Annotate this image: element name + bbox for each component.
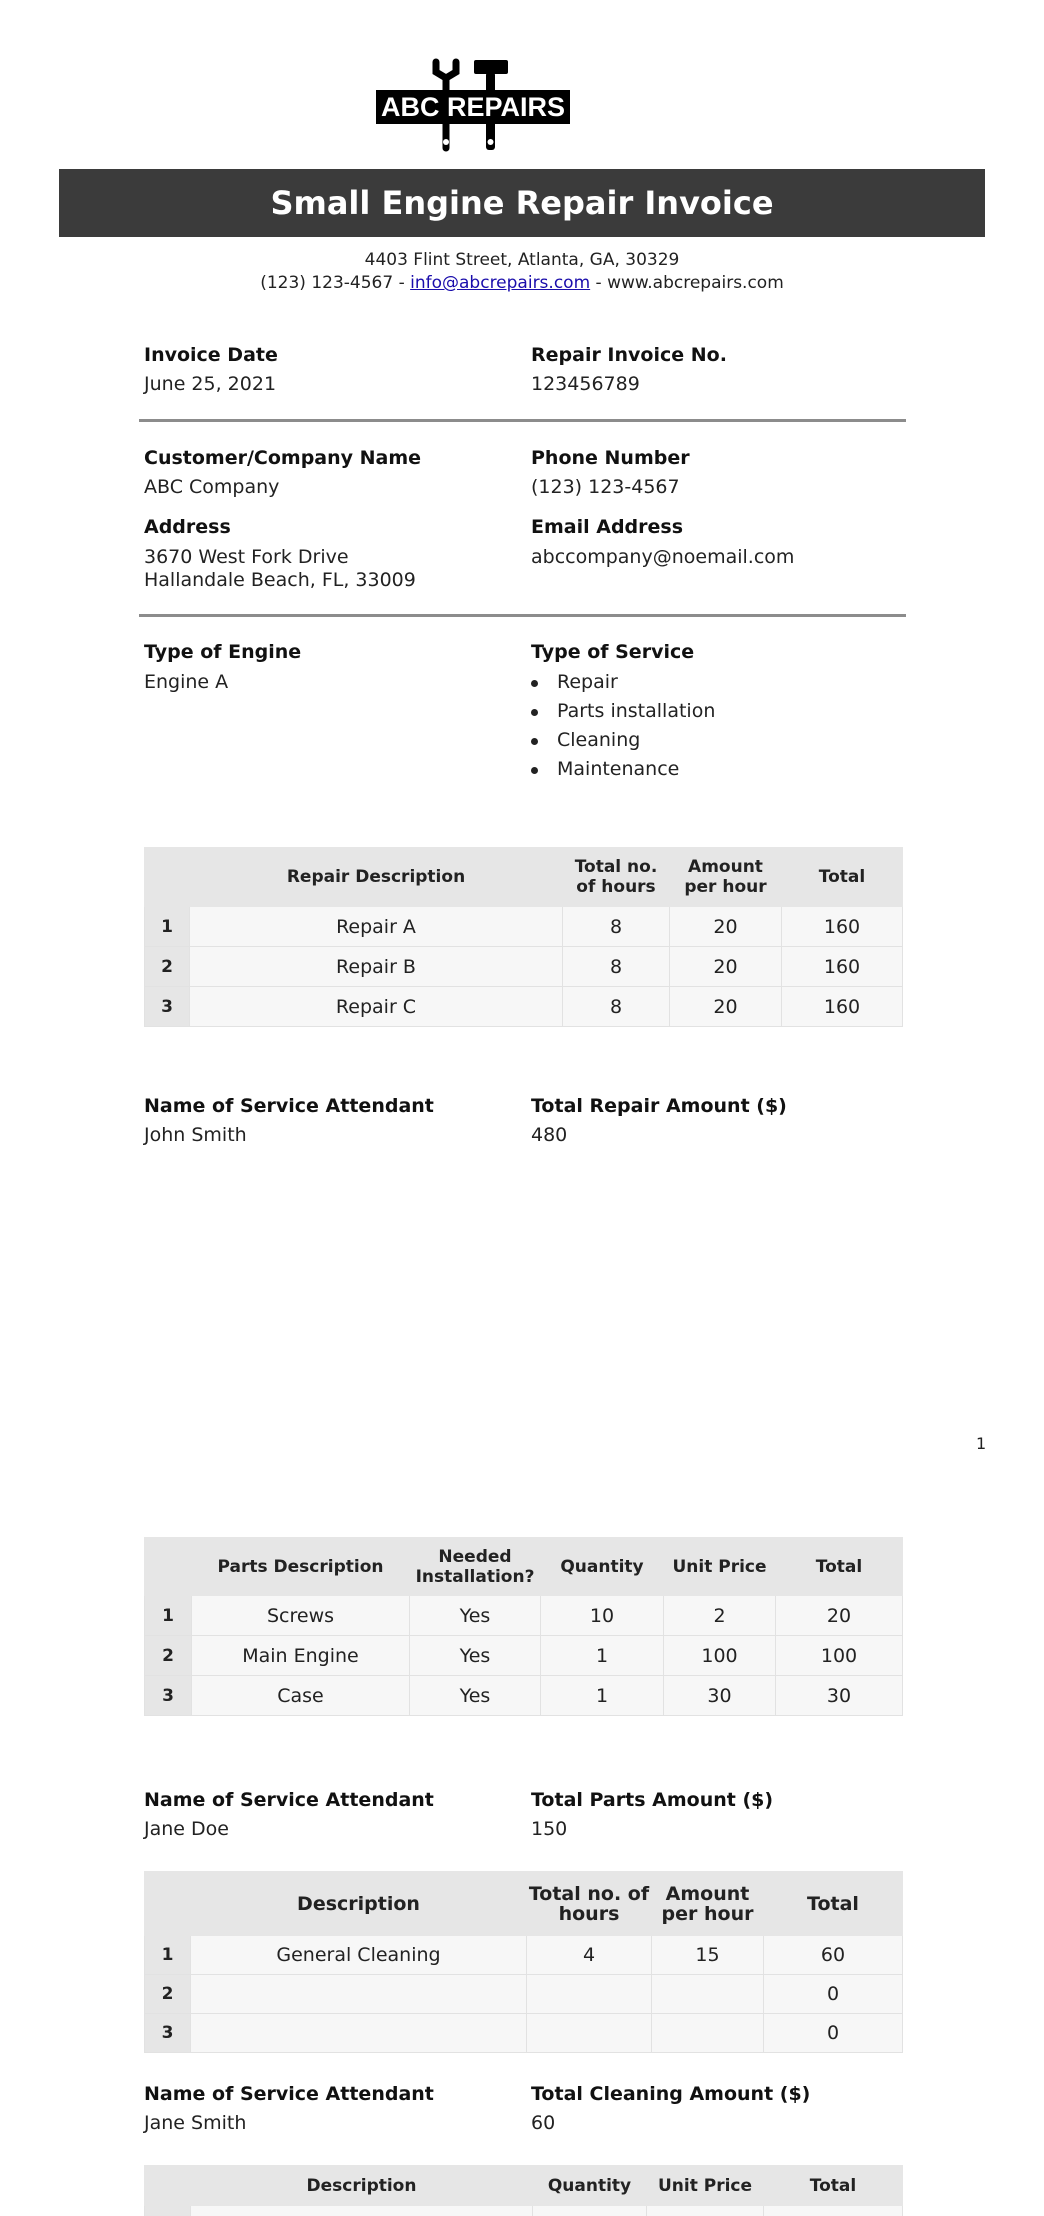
table-header <box>145 2166 191 2206</box>
repair-total-label: Total Repair Amount ($) <box>531 1095 787 1117</box>
service-type-label: Type of Service <box>531 641 695 663</box>
table-header: Parts Description <box>192 1538 410 1596</box>
parts-table <box>144 1537 903 1716</box>
customer-phone-label: Phone Number <box>531 447 690 469</box>
repair-attendant: John Smith <box>144 1124 247 1146</box>
list-item: Parts installation <box>529 697 715 726</box>
table-header: Amount per hour <box>652 1872 764 1936</box>
repair-total: 480 <box>531 1124 568 1146</box>
customer-email: abccompany@noemail.com <box>531 546 795 568</box>
service-type-list <box>529 668 715 784</box>
divider <box>139 419 906 422</box>
table-row: 2 Main Engine Yes 1 100 100 <box>145 1636 903 1676</box>
table-header: Repair Description <box>190 848 563 907</box>
table-row: 3 Repair C 8 20 160 <box>145 987 903 1027</box>
table-row: 1 General Cleaning 4 15 60 <box>145 1936 903 1975</box>
company-phone: (123) 123-4567 <box>260 273 394 293</box>
customer-address-line1: 3670 West Fork Drive <box>144 546 349 568</box>
table-header: Description <box>191 1872 527 1936</box>
table-header: Total <box>776 1538 903 1596</box>
table-row: 3 Case Yes 1 30 30 <box>145 1676 903 1716</box>
company-website: www.abcrepairs.com <box>607 273 784 293</box>
repair-table <box>144 847 903 1027</box>
invoice-number: 123456789 <box>531 373 640 395</box>
table-row: 1 Screws Yes 10 2 20 <box>145 1596 903 1636</box>
customer-name: ABC Company <box>144 476 280 498</box>
customer-email-label: Email Address <box>531 516 684 538</box>
table-row <box>145 2206 903 2216</box>
table-header: Quantity <box>541 1538 664 1596</box>
maintenance-table <box>144 2165 903 2216</box>
engine-type-label: Type of Engine <box>144 641 302 663</box>
invoice-title-banner <box>59 169 985 237</box>
logo-text: ABC REPAIRS <box>380 92 566 122</box>
table-header: Description <box>191 2166 533 2206</box>
divider <box>139 614 906 617</box>
table-header: Quantity <box>533 2166 647 2206</box>
parts-total: 150 <box>531 1818 568 1840</box>
table-header: Total <box>782 848 903 907</box>
table-header: Total <box>764 1872 903 1936</box>
parts-attendant-label: Name of Service Attendant <box>144 1789 434 1811</box>
table-row: 1 Repair A 8 20 160 <box>145 907 903 947</box>
company-logo <box>376 56 570 156</box>
company-email-link[interactable]: info@abcrepairs.com <box>410 273 591 293</box>
table-header <box>145 1538 192 1596</box>
table-header: Needed Installation? <box>410 1538 541 1596</box>
customer-address-line2: Hallandale Beach, FL, 33009 <box>144 569 416 591</box>
table-header: Total no. of hours <box>527 1872 652 1936</box>
company-address: 4403 Flint Street, Atlanta, GA, 30329 <box>364 250 680 270</box>
table-header: Unit Price <box>647 2166 764 2206</box>
parts-attendant: Jane Doe <box>144 1818 229 1840</box>
customer-phone: (123) 123-4567 <box>531 476 680 498</box>
list-item: Repair <box>529 668 715 697</box>
customer-name-label: Customer/Company Name <box>144 447 422 469</box>
cleaning-attendant-label: Name of Service Attendant <box>144 2083 434 2105</box>
invoice-title: Small Engine Repair Invoice <box>270 184 774 222</box>
company-contact-line: (123) 123-4567 - info@abcrepairs.com - www.abcrepairs.com <box>260 273 784 293</box>
cleaning-table <box>144 1871 903 2053</box>
invoice-date: June 25, 2021 <box>144 373 277 395</box>
table-header: Unit Price <box>664 1538 776 1596</box>
table-header <box>145 848 190 907</box>
page-number: 1 <box>976 1434 987 1453</box>
invoice-date-label: Invoice Date <box>144 344 278 366</box>
table-row: 3 0 <box>145 2014 903 2053</box>
table-row: 2 Repair B 8 20 160 <box>145 947 903 987</box>
cleaning-total: 60 <box>531 2112 556 2134</box>
parts-total-label: Total Parts Amount ($) <box>531 1789 774 1811</box>
cleaning-attendant: Jane Smith <box>144 2112 247 2134</box>
list-item: Cleaning <box>529 726 715 755</box>
list-item: Maintenance <box>529 755 715 784</box>
table-header: Total no. of hours <box>563 848 670 907</box>
table-row: 2 0 <box>145 1975 903 2014</box>
customer-address-label: Address <box>144 516 231 538</box>
table-header: Total <box>764 2166 903 2206</box>
table-header <box>145 1872 191 1936</box>
engine-type: Engine A <box>144 671 229 693</box>
repair-attendant-label: Name of Service Attendant <box>144 1095 434 1117</box>
cleaning-total-label: Total Cleaning Amount ($) <box>531 2083 811 2105</box>
invoice-number-label: Repair Invoice No. <box>531 344 727 366</box>
table-header: Amount per hour <box>670 848 782 907</box>
